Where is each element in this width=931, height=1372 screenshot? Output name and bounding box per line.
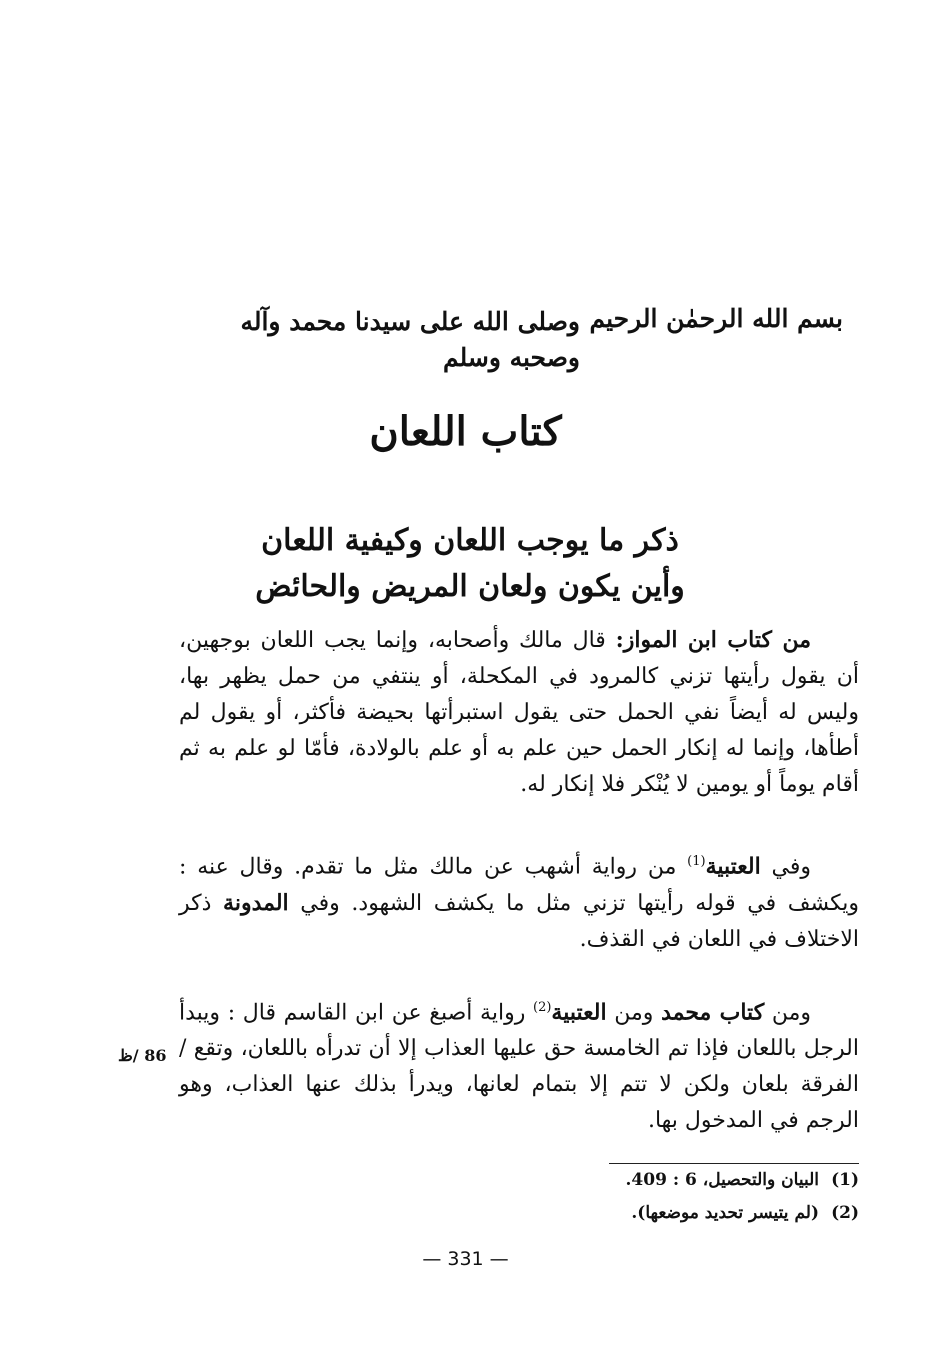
paragraph-2 <box>179 844 859 958</box>
footnote-2-number: (2) <box>831 1203 859 1223</box>
chapter-title-line-1: ذكر ما يوجب اللعان وكيفية اللعان <box>261 523 679 558</box>
footnote-ref-1[interactable]: (1) <box>687 854 706 869</box>
source-mudawwana: المدونة <box>223 890 289 917</box>
chapter-title-line-2: وأين يكون ولعان المريض والحائض <box>255 569 685 604</box>
paragraph-2-pre: وفي <box>760 854 811 880</box>
footnote-1-number: (1) <box>831 1170 859 1190</box>
footnote-1-text: البيان والتحصيل، 6 : 409. <box>625 1170 819 1190</box>
book-title: كتاب اللعان <box>369 408 562 455</box>
source-kitab-muhammad: كتاب محمد <box>661 999 765 1026</box>
paragraph-2-post: ذكر الاختلاف في اللعان في القذف. <box>179 891 859 953</box>
paragraph-2-mid: من رواية أشهب عن مالك مثل ما تقدم. وقال عنه : ويكشف في قوله رأيتها تزني مثل ما يكشف الشهود. وفي <box>179 854 860 917</box>
footnote-1 <box>625 1170 859 1190</box>
paragraph-3-pre: ومن <box>764 1000 811 1026</box>
paragraph-1-text: قال مالك وأصحابه، وإنما يجب اللعان بوجهين، أن يقول رأيتها تزني كالمرود في المكحلة، أو ينتفي من حمل يظهر بها، وليس له أيضاً نفي الحمل حتى يقول استبرأتها بحيضة فأكثر، أو يقول لم أطأها، وإنما له إنكار الحمل حين علم به أو علم بالولادة، فأمّا لو علم به ثم أقام يوماً أو يومين لا يُنْكر فلا إنكار له. <box>179 628 859 797</box>
source-lead: من كتاب ابن المواز: <box>615 627 811 653</box>
chapter-title <box>245 518 695 610</box>
manuscript-folio-note: 86 /ظ <box>118 1046 167 1065</box>
paragraph-3 <box>179 990 859 1139</box>
paragraph-1 <box>179 622 859 803</box>
page-number: — 331 — <box>422 1248 509 1270</box>
source-utbiyya: العتبية <box>705 853 761 880</box>
paragraph-3-mid: ومن <box>606 1000 662 1026</box>
footnote-2 <box>631 1203 859 1223</box>
footnote-ref-2[interactable]: (2) <box>532 1000 552 1015</box>
salutation: وصلى الله على سيدنا محمد وآله وصحبه وسلم <box>240 307 580 372</box>
footnote-2-text: (لم يتيسر تحديد موضعها). <box>631 1203 819 1223</box>
paragraph-3-post: رواية أصبغ عن ابن القاسم قال : ويبدأ الرجل باللعان فإذا تم الخامسة حق عليها العذاب إلا أن تدرأه باللعان، وتقع / الفرقة بلعان ولكن لا تتم إلا بتمام لعانها، ويدرأ بذلك عنها العذاب، وهو الرجم في المدخول بها. <box>179 1000 859 1134</box>
footnote-divider <box>609 1163 859 1164</box>
source-utbiyya-2: العتبية <box>551 999 607 1026</box>
basmala: بسم الله الرحمٰن الرحيم <box>589 304 843 333</box>
